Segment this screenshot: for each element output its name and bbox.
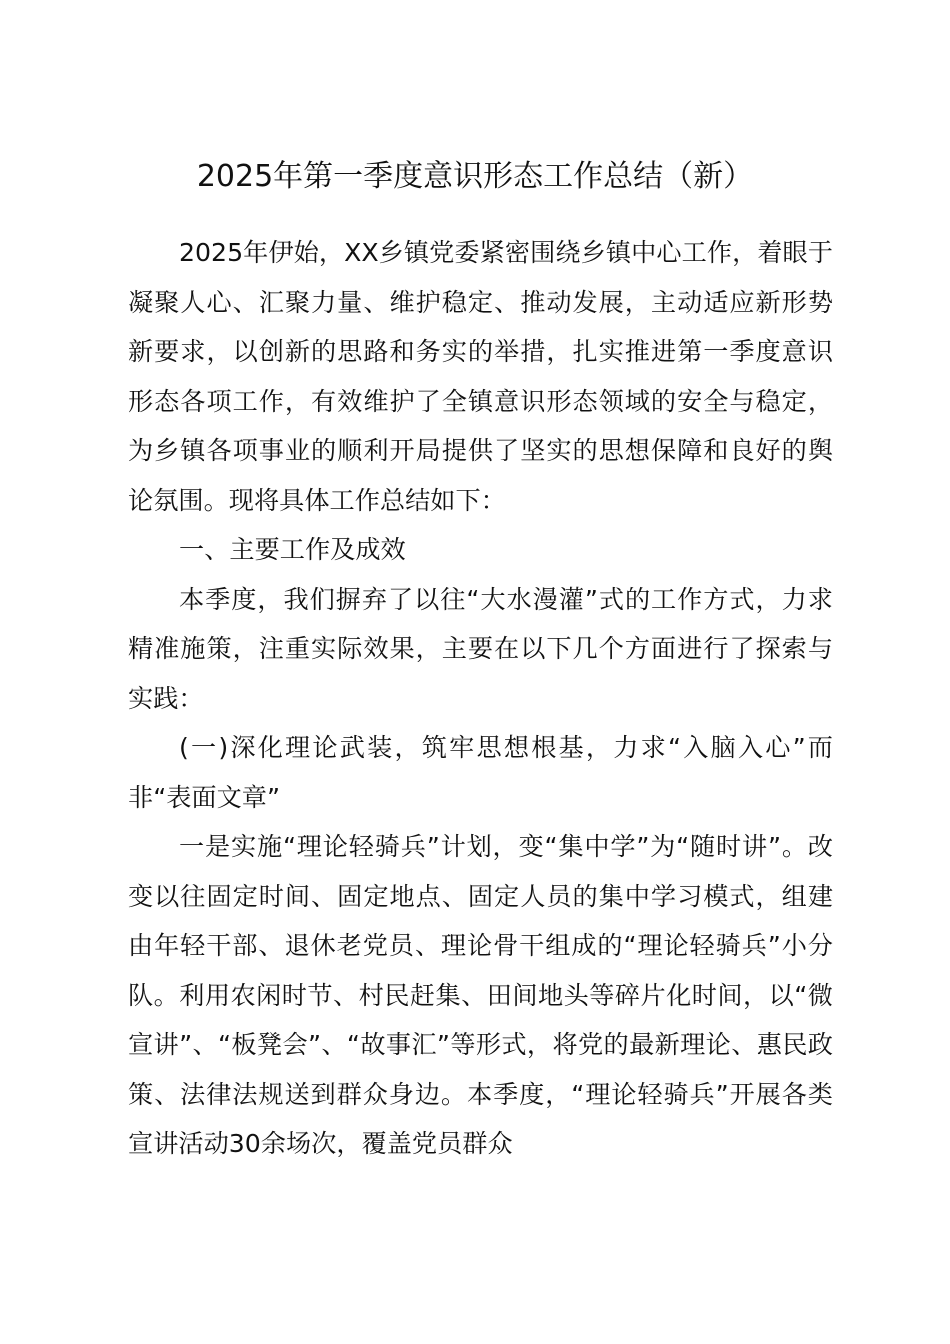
paragraph-theory-cavalry: 一是实施“理论轻骑兵”计划，变“集中学”为“随时讲”。改变以往固定时间、固定地点、固定人员的集中学习模式，组建由年轻干部、退休老党员、理论骨干组成的“理论轻骑兵”小分队。利用农闲时节、村民赶集、田间地头等碎片化时间，以“微宣讲”、“板凳会”、“故事汇”等形式，将党的最新理论、惠民政策、法律法规送到群众身边。本季度，“理论轻骑兵”开展各类宣讲活动30余场次，覆盖党员群众 xyxy=(128,832,833,1158)
subsection-heading-theory: (一)深化理论武装，筑牢思想根基，力求“入脑入心”而非“表面文章” xyxy=(128,733,833,812)
paragraph-intro: 2025年伊始，XX乡镇党委紧密围绕乡镇中心工作，着眼于凝聚人心、汇聚力量、维护稳定、推动发展，主动适应新形势新要求，以创新的思路和务实的举措，扎实推进第一季度意识形态各项工作，有效维护了全镇意识形态领域的安全与稳定，为乡镇各项事业的顺利开局提供了坚实的思想保障和良好的舆论氛围。现将具体工作总结如下： xyxy=(128,238,833,515)
document-body xyxy=(128,228,833,1169)
section-heading-main-work: 一、主要工作及成效 xyxy=(179,535,406,564)
document-title: 2025年第一季度意识形态工作总结（新） xyxy=(196,159,754,194)
paragraph-overview: 本季度，我们摒弃了以往“大水漫灌”式的工作方式，力求精准施策，注重实际效果，主要在以下几个方面进行了探索与实践： xyxy=(128,584,833,713)
